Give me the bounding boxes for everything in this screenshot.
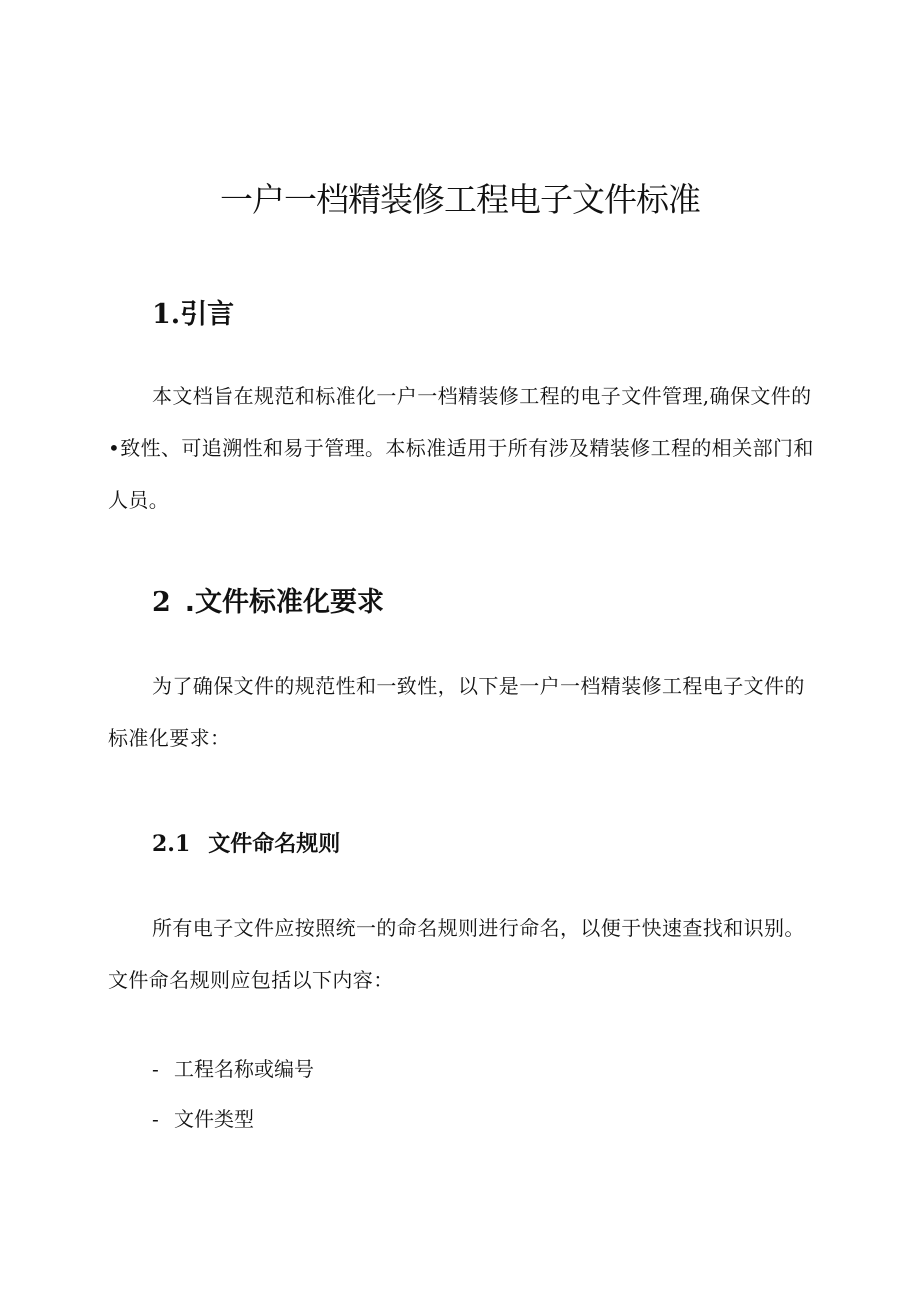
subsection-2-1-paragraph: 所有电子文件应按照统一的命名规则进行命名，以便于快速查找和识别。文件命名规则应包括以下内容：	[108, 916, 805, 992]
list-item-text: 文件类型	[174, 1107, 254, 1131]
section-2-number: 2	[152, 587, 171, 618]
section-1-heading	[152, 297, 234, 333]
list-dash: -	[152, 1107, 159, 1131]
section-2-title: .文件标准化要求	[184, 587, 385, 618]
section-1-title: 引言	[180, 299, 235, 330]
list-item	[152, 1104, 254, 1134]
section-1-number: 1.	[152, 299, 181, 330]
subsection-2-1-title: 文件命名规则	[208, 832, 341, 857]
subsection-2-1-heading	[152, 829, 340, 860]
subsection-2-1-number: 2.1	[152, 831, 191, 857]
document-title: 一户一档精装修工程电子文件标准	[220, 180, 700, 219]
section-2-heading	[152, 585, 384, 621]
list-item-text: 工程名称或编号	[174, 1057, 314, 1081]
list-dash: -	[152, 1057, 159, 1081]
section-2-paragraph: 为了确保文件的规范性和一致性，以下是一户一档精装修工程电子文件的标准化要求：	[108, 674, 805, 750]
list-item	[152, 1054, 314, 1084]
section-1-paragraph: 本文档旨在规范和标准化一户一档精装修工程的电子文件管理,确保文件的•致性、可追溯性和易于管理。本标准适用于所有涉及精装修工程的相关部门和人员。	[108, 384, 814, 512]
